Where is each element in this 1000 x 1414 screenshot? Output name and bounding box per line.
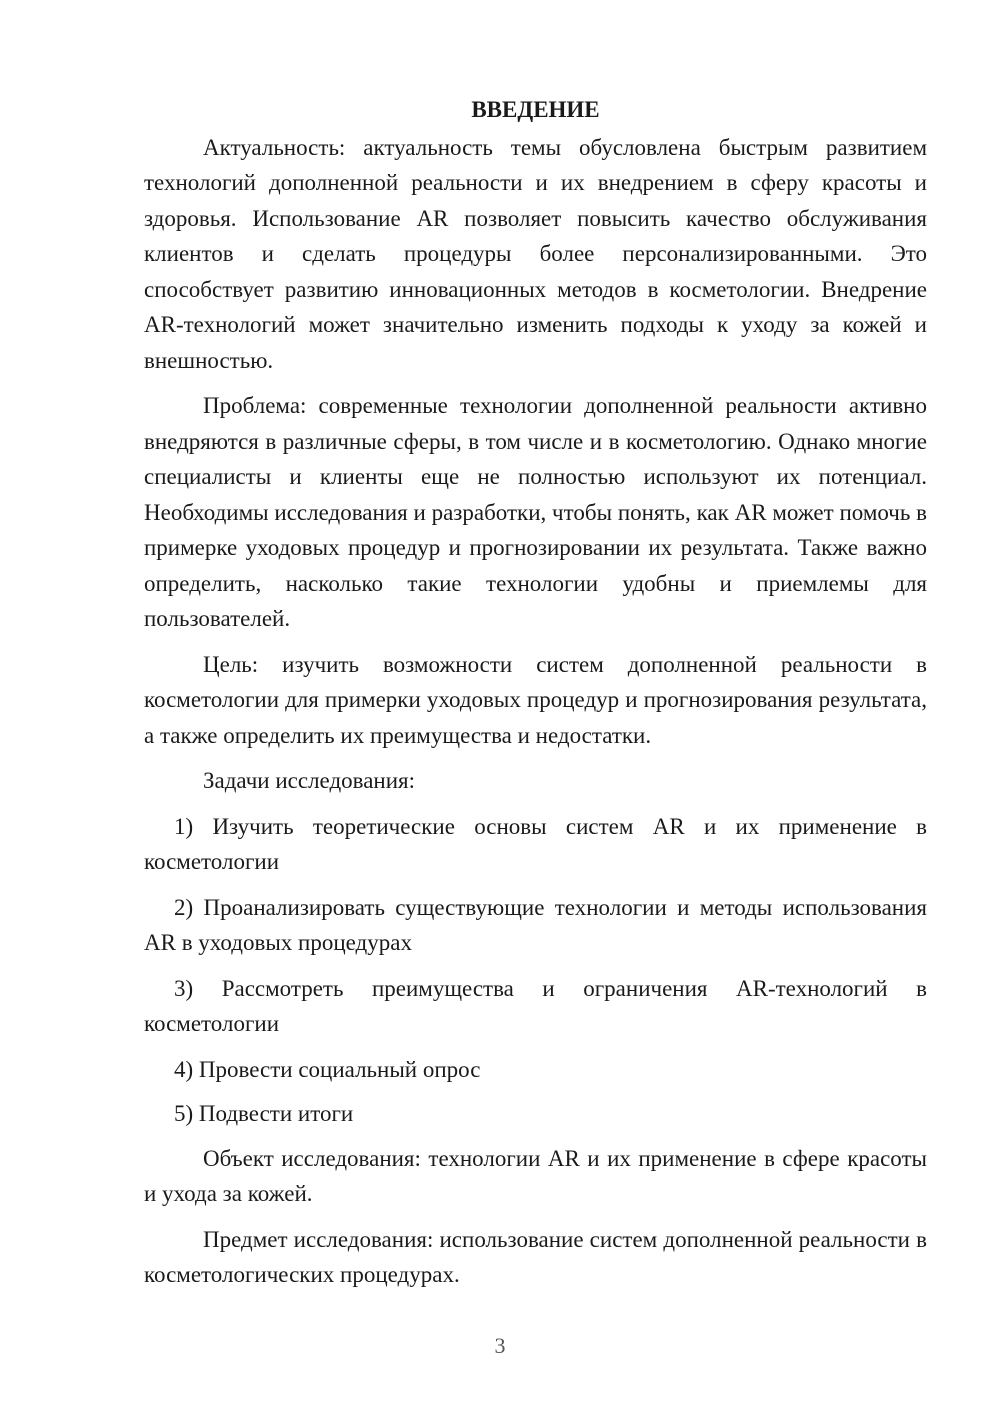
relevance-paragraph: Актуальность: актуальность темы обусловлена быстрым развитием технологий дополненной реальности и их внедрением в сферу красоты и здоровья. Использование AR позволяет повысить качество обслуживания клиентов и сделать процедуры более персонализированными. Это способствует развитию инновационных методов в косметологии. Внедрение AR-технологий может значительно изменить подходы к уходу за кожей и внешностью. <box>144 134 927 373</box>
problem-paragraph: Проблема: современные технологии дополненной реальности активно внедряются в различные сферы, в том числе и в косметологию. Однако многие специалисты и клиенты еще не полностью используют их потенциал. Необходимы исследования и разработки, чтобы понять, как AR может помочь в примерке уходовых процедур и прогнозировании их результата. Также важно определить, насколько такие технологии удобны и приемлемы для пользователей. <box>144 393 927 631</box>
object-paragraph: Объект исследования: технологии AR и их применение в сфере красоты и ухода за кожей. <box>144 1145 927 1206</box>
task-item: 2) Проанализировать существующие технологии и методы использования AR в уходовых процедурах <box>144 894 927 955</box>
page-number: 3 <box>494 1333 506 1358</box>
task-item: 3) Рассмотреть преимущества и ограничения AR-технологий в косметологии <box>144 975 927 1036</box>
tasks-heading: Задачи исследования: <box>203 768 416 793</box>
task-item: 5) Подвести итоги <box>174 1101 354 1126</box>
subject-paragraph: Предмет исследования: использование систем дополненной реальности в косметологических процедурах. <box>144 1226 927 1287</box>
document-page <box>144 92 927 1303</box>
goal-paragraph: Цель: изучить возможности систем дополненной реальности в косметологии для примерки уходовых процедур и прогнозирования результата, а также определить их преимущества и недостатки. <box>144 651 927 748</box>
page-title: ВВЕДЕНИЕ <box>471 97 600 122</box>
task-item: 4) Провести социальный опрос <box>174 1056 481 1082</box>
task-item: 1) Изучить теоретические основы систем AR и их применение в косметологии <box>144 813 927 874</box>
tasks-list <box>144 809 927 1132</box>
